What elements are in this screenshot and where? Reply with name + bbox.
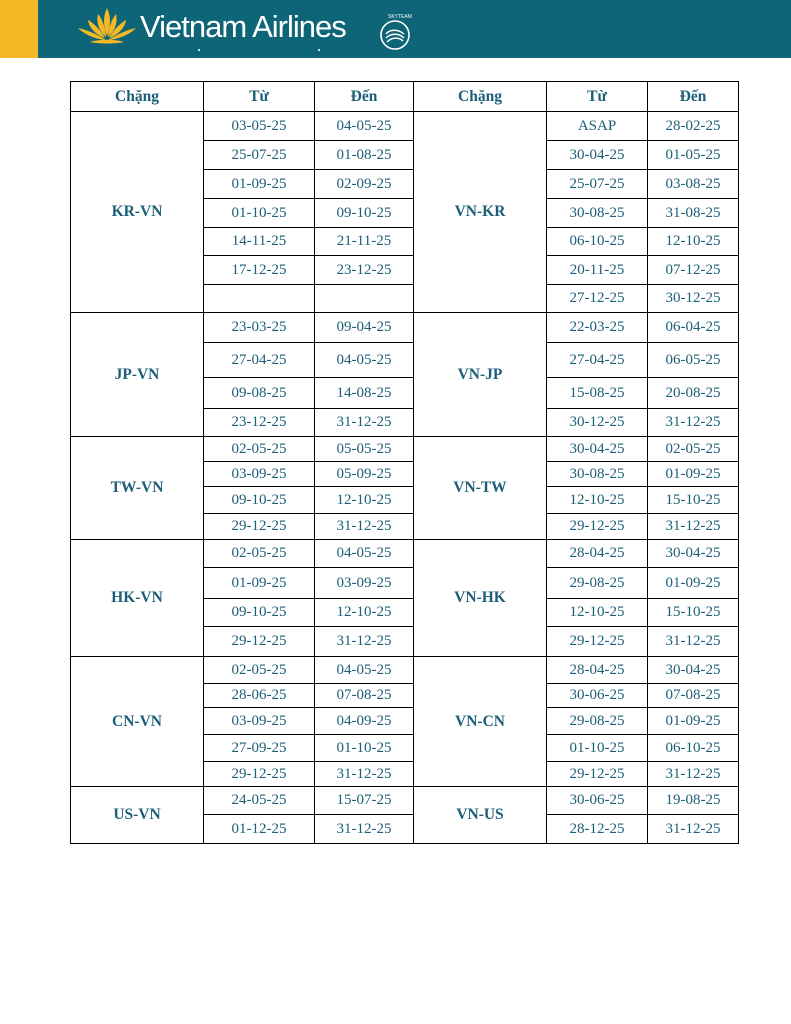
route-left-label: KR-VN <box>71 112 204 313</box>
date-from-left: 02-05-25 <box>204 540 315 568</box>
date-from-left: 09-08-25 <box>204 378 315 409</box>
date-from-right: 25-07-25 <box>547 170 648 199</box>
date-from-left: 29-12-25 <box>204 762 315 787</box>
table-row <box>71 112 739 141</box>
date-from-left: 27-04-25 <box>204 343 315 378</box>
table-row <box>71 787 739 815</box>
date-from-left: 01-12-25 <box>204 815 315 844</box>
date-from-right: 20-11-25 <box>547 256 648 285</box>
date-to-left: 31-12-25 <box>315 815 414 844</box>
date-from-right: ASAP <box>547 112 648 141</box>
date-from-right: 30-08-25 <box>547 462 648 487</box>
date-from-left: 01-09-25 <box>204 568 315 599</box>
date-to-right: 07-12-25 <box>648 256 739 285</box>
col-header-route-left: Chặng <box>71 82 204 112</box>
route-right-label: VN-KR <box>414 112 547 313</box>
date-to-right: 31-12-25 <box>648 409 739 437</box>
date-to-right: 19-08-25 <box>648 787 739 815</box>
date-from-left: 01-10-25 <box>204 199 315 228</box>
date-from-right: 06-10-25 <box>547 228 648 256</box>
date-to-left: 05-05-25 <box>315 437 414 462</box>
date-from-right: 22-03-25 <box>547 313 648 343</box>
alliance-label: SKYTEAM <box>388 14 412 20</box>
col-header-to-right: Đến <box>648 82 739 112</box>
date-to-right: 30-04-25 <box>648 657 739 684</box>
lotus-icon <box>76 6 138 46</box>
date-from-left: 09-10-25 <box>204 599 315 627</box>
date-from-left: 23-03-25 <box>204 313 315 343</box>
col-header-from-right: Từ <box>547 82 648 112</box>
date-to-left: 04-09-25 <box>315 708 414 735</box>
decor-dot <box>198 49 200 51</box>
date-to-right: 31-08-25 <box>648 199 739 228</box>
date-to-right: 02-05-25 <box>648 437 739 462</box>
table-row <box>71 540 739 568</box>
date-from-right: 30-12-25 <box>547 409 648 437</box>
date-to-right: 07-08-25 <box>648 684 739 708</box>
route-right-label: VN-CN <box>414 657 547 787</box>
date-from-right: 28-04-25 <box>547 657 648 684</box>
date-from-right: 01-10-25 <box>547 735 648 762</box>
decor-dot <box>318 49 320 51</box>
route-left-label: US-VN <box>71 787 204 844</box>
date-to-right: 31-12-25 <box>648 627 739 657</box>
col-header-from-left: Từ <box>204 82 315 112</box>
date-to-right: 20-08-25 <box>648 378 739 409</box>
date-from-left <box>204 285 315 313</box>
date-to-right: 15-10-25 <box>648 487 739 514</box>
date-from-left: 24-05-25 <box>204 787 315 815</box>
gold-accent-strip <box>0 0 38 58</box>
route-right-label: VN-JP <box>414 313 547 437</box>
route-right-label: VN-US <box>414 787 547 844</box>
date-to-left: 01-08-25 <box>315 141 414 170</box>
date-from-right: 30-04-25 <box>547 437 648 462</box>
date-from-right: 29-12-25 <box>547 514 648 540</box>
date-from-right: 30-08-25 <box>547 199 648 228</box>
col-header-route-right: Chặng <box>414 82 547 112</box>
date-to-right: 31-12-25 <box>648 514 739 540</box>
date-to-left: 05-09-25 <box>315 462 414 487</box>
date-to-left: 31-12-25 <box>315 762 414 787</box>
date-to-right: 28-02-25 <box>648 112 739 141</box>
date-to-right: 01-09-25 <box>648 462 739 487</box>
date-from-right: 12-10-25 <box>547 599 648 627</box>
table-row <box>71 437 739 462</box>
date-to-left: 31-12-25 <box>315 409 414 437</box>
date-to-right: 01-09-25 <box>648 708 739 735</box>
route-schedule-table <box>70 81 739 844</box>
date-to-left: 14-08-25 <box>315 378 414 409</box>
route-left-label: HK-VN <box>71 540 204 657</box>
date-to-left: 15-07-25 <box>315 787 414 815</box>
date-from-right: 27-12-25 <box>547 285 648 313</box>
date-to-right: 01-05-25 <box>648 141 739 170</box>
date-from-right: 28-12-25 <box>547 815 648 844</box>
date-to-left: 01-10-25 <box>315 735 414 762</box>
date-from-left: 17-12-25 <box>204 256 315 285</box>
date-from-left: 03-09-25 <box>204 462 315 487</box>
date-from-left: 23-12-25 <box>204 409 315 437</box>
date-to-right: 12-10-25 <box>648 228 739 256</box>
date-to-left: 12-10-25 <box>315 487 414 514</box>
date-to-left: 02-09-25 <box>315 170 414 199</box>
table-row <box>71 657 739 684</box>
date-to-right: 01-09-25 <box>648 568 739 599</box>
date-from-left: 29-12-25 <box>204 627 315 657</box>
date-to-left: 04-05-25 <box>315 343 414 378</box>
table-header-row <box>71 82 739 112</box>
date-from-right: 29-08-25 <box>547 708 648 735</box>
skyteam-logo <box>374 12 416 54</box>
date-from-right: 30-06-25 <box>547 684 648 708</box>
date-to-left: 23-12-25 <box>315 256 414 285</box>
date-to-right: 30-12-25 <box>648 285 739 313</box>
date-to-left: 03-09-25 <box>315 568 414 599</box>
date-from-left: 25-07-25 <box>204 141 315 170</box>
date-from-left: 28-06-25 <box>204 684 315 708</box>
date-from-right: 29-12-25 <box>547 627 648 657</box>
date-to-left: 09-10-25 <box>315 199 414 228</box>
date-from-right: 29-12-25 <box>547 762 648 787</box>
date-to-left: 04-05-25 <box>315 657 414 684</box>
date-from-left: 02-05-25 <box>204 437 315 462</box>
date-to-left <box>315 285 414 313</box>
date-from-left: 29-12-25 <box>204 514 315 540</box>
date-to-left: 21-11-25 <box>315 228 414 256</box>
date-to-left: 31-12-25 <box>315 627 414 657</box>
date-to-right: 15-10-25 <box>648 599 739 627</box>
date-from-left: 09-10-25 <box>204 487 315 514</box>
date-from-right: 30-04-25 <box>547 141 648 170</box>
date-to-left: 09-04-25 <box>315 313 414 343</box>
date-from-right: 12-10-25 <box>547 487 648 514</box>
date-from-left: 03-09-25 <box>204 708 315 735</box>
table-row <box>71 313 739 343</box>
date-to-right: 30-04-25 <box>648 540 739 568</box>
date-from-right: 27-04-25 <box>547 343 648 378</box>
date-to-left: 07-08-25 <box>315 684 414 708</box>
date-from-left: 01-09-25 <box>204 170 315 199</box>
route-left-label: TW-VN <box>71 437 204 540</box>
date-from-left: 14-11-25 <box>204 228 315 256</box>
route-left-label: CN-VN <box>71 657 204 787</box>
date-to-right: 31-12-25 <box>648 815 739 844</box>
date-from-left: 02-05-25 <box>204 657 315 684</box>
route-right-label: VN-HK <box>414 540 547 657</box>
date-to-left: 04-05-25 <box>315 112 414 141</box>
col-header-to-left: Đến <box>315 82 414 112</box>
date-from-right: 28-04-25 <box>547 540 648 568</box>
date-from-left: 27-09-25 <box>204 735 315 762</box>
date-to-right: 06-05-25 <box>648 343 739 378</box>
date-to-left: 12-10-25 <box>315 599 414 627</box>
date-to-right: 03-08-25 <box>648 170 739 199</box>
brand-name: Vietnam Airlines <box>140 9 346 44</box>
date-from-right: 30-06-25 <box>547 787 648 815</box>
route-left-label: JP-VN <box>71 313 204 437</box>
date-to-right: 06-04-25 <box>648 313 739 343</box>
date-to-left: 04-05-25 <box>315 540 414 568</box>
header-band <box>0 0 791 58</box>
date-to-right: 31-12-25 <box>648 762 739 787</box>
date-to-left: 31-12-25 <box>315 514 414 540</box>
route-right-label: VN-TW <box>414 437 547 540</box>
date-to-right: 06-10-25 <box>648 735 739 762</box>
date-from-right: 29-08-25 <box>547 568 648 599</box>
date-from-right: 15-08-25 <box>547 378 648 409</box>
date-from-left: 03-05-25 <box>204 112 315 141</box>
